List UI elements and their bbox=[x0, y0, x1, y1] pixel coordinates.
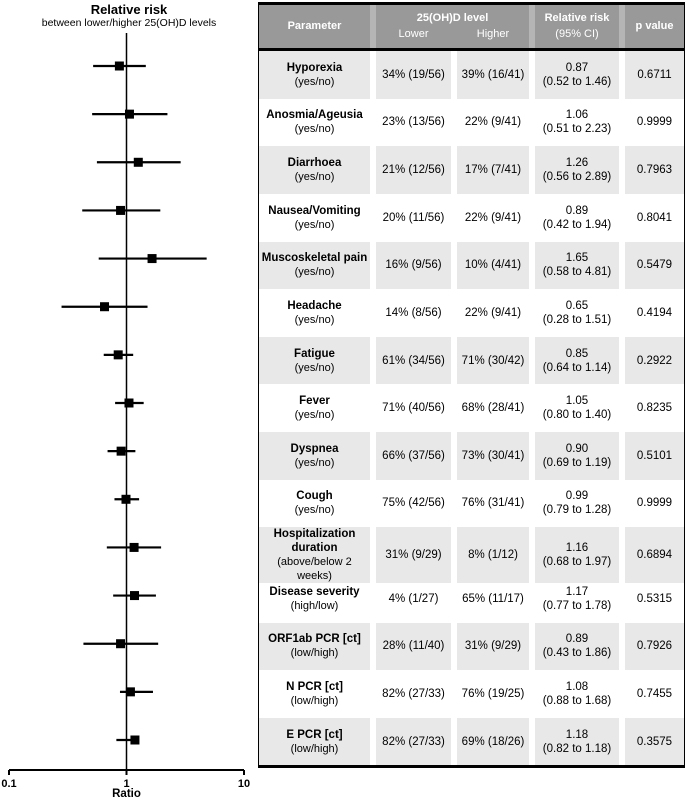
lower-value: 82% (27/33) bbox=[382, 687, 445, 700]
p-value: 0.5315 bbox=[636, 592, 673, 605]
relative-risk-cell bbox=[535, 384, 619, 432]
table-header bbox=[259, 5, 684, 51]
p-value-cell bbox=[625, 623, 684, 671]
lower-value: 23% (13/56) bbox=[382, 116, 445, 129]
p-value-cell bbox=[625, 99, 684, 147]
lower-value-cell bbox=[376, 242, 451, 290]
higher-value-cell bbox=[457, 242, 529, 290]
higher-value: 22% (9/41) bbox=[464, 306, 522, 319]
forest-marker bbox=[134, 158, 143, 167]
p-value: 0.6894 bbox=[636, 549, 673, 562]
higher-value-cell bbox=[457, 146, 529, 194]
table-row bbox=[259, 242, 684, 290]
higher-value: 10% (4/41) bbox=[464, 259, 522, 272]
table-row bbox=[259, 527, 684, 583]
lower-value-cell bbox=[376, 623, 451, 671]
parameter-comparison: (yes/no) bbox=[294, 361, 335, 374]
table-row bbox=[259, 575, 684, 623]
parameter-name: Hyporexia bbox=[286, 61, 343, 74]
table-body bbox=[259, 51, 684, 765]
relative-risk-value: 1.18 bbox=[565, 728, 589, 741]
higher-value: 73% (30/41) bbox=[461, 449, 525, 462]
confidence-interval: (0.58 to 4.81) bbox=[542, 266, 612, 279]
table-row bbox=[259, 194, 684, 242]
lower-value-cell bbox=[376, 384, 451, 432]
relative-risk-value: 0.89 bbox=[565, 204, 589, 217]
relative-risk-cell bbox=[535, 289, 619, 337]
col-header-parameter: Parameter bbox=[287, 20, 342, 32]
relative-risk-cell bbox=[535, 242, 619, 290]
lower-value-cell bbox=[376, 337, 451, 385]
relative-risk-value: 1.05 bbox=[565, 395, 589, 408]
confidence-interval: (0.52 to 1.46) bbox=[542, 75, 612, 88]
table-row bbox=[259, 718, 684, 766]
forest-marker bbox=[117, 447, 126, 456]
parameter-cell bbox=[259, 146, 370, 194]
x-tick-label: 10 bbox=[237, 778, 251, 790]
parameter-comparison: (yes/no) bbox=[294, 504, 335, 517]
relative-risk-cell bbox=[535, 575, 619, 623]
parameter-comparison: (yes/no) bbox=[294, 313, 335, 326]
higher-value-cell bbox=[457, 575, 529, 623]
higher-value-cell bbox=[457, 51, 529, 99]
parameter-name: Muscoskeletal pain bbox=[261, 252, 368, 265]
parameter-cell bbox=[259, 480, 370, 528]
col-header-higher: Higher bbox=[476, 28, 510, 40]
parameter-comparison: (low/high) bbox=[290, 647, 339, 660]
higher-value: 22% (9/41) bbox=[464, 116, 522, 129]
forest-marker bbox=[126, 687, 135, 696]
parameter-name: ORF1ab PCR [ct] bbox=[268, 633, 361, 646]
p-value-cell bbox=[625, 289, 684, 337]
relative-risk-cell bbox=[535, 480, 619, 528]
parameter-comparison: (above/below 2 weeks) bbox=[277, 556, 352, 583]
relative-risk-cell bbox=[535, 623, 619, 671]
parameter-comparison: (yes/no) bbox=[294, 409, 335, 422]
higher-value-cell bbox=[457, 480, 529, 528]
relative-risk-value: 0.85 bbox=[565, 347, 589, 360]
parameter-cell bbox=[259, 718, 370, 766]
parameter-name: Nausea/Vomiting bbox=[268, 204, 361, 217]
p-value: 0.9999 bbox=[636, 116, 673, 129]
p-value-cell bbox=[625, 337, 684, 385]
relative-risk-cell bbox=[535, 432, 619, 480]
higher-value: 68% (28/41) bbox=[461, 402, 525, 415]
confidence-interval: (0.28 to 1.51) bbox=[542, 313, 612, 326]
relative-risk-value: 1.08 bbox=[565, 680, 589, 693]
p-value-cell bbox=[625, 384, 684, 432]
parameter-name: Diarrhoea bbox=[287, 157, 342, 170]
parameter-name: Fatigue bbox=[294, 347, 335, 360]
lower-value: 31% (9/29) bbox=[385, 549, 442, 562]
lower-value: 66% (37/56) bbox=[382, 449, 445, 462]
parameter-comparison: (yes/no) bbox=[294, 123, 335, 136]
lower-value-cell bbox=[376, 99, 451, 147]
confidence-interval: (0.77 to 1.78) bbox=[542, 599, 612, 612]
parameter-cell bbox=[259, 575, 370, 623]
parameter-cell bbox=[259, 194, 370, 242]
parameter-cell bbox=[259, 337, 370, 385]
confidence-interval: (0.64 to 1.14) bbox=[542, 361, 612, 374]
forest-marker bbox=[116, 639, 125, 648]
relative-risk-value: 0.87 bbox=[565, 61, 589, 74]
lower-value-cell bbox=[376, 480, 451, 528]
confidence-interval: (0.88 to 1.68) bbox=[542, 694, 612, 707]
parameter-name: Dyspnea bbox=[290, 442, 339, 455]
relative-risk-value: 0.99 bbox=[565, 490, 589, 503]
forest-marker bbox=[148, 254, 157, 263]
relative-risk-value: 1.26 bbox=[565, 157, 589, 170]
table-row bbox=[259, 146, 684, 194]
relative-risk-value: 1.06 bbox=[565, 109, 589, 122]
higher-value: 39% (16/41) bbox=[461, 68, 525, 81]
higher-value: 76% (19/25) bbox=[461, 687, 525, 700]
p-value-cell bbox=[625, 51, 684, 99]
higher-value: 71% (30/42) bbox=[461, 354, 525, 367]
higher-value-cell bbox=[457, 384, 529, 432]
table-row bbox=[259, 670, 684, 718]
forest-marker bbox=[114, 350, 123, 359]
higher-value: 76% (31/41) bbox=[461, 497, 525, 510]
higher-value-cell bbox=[457, 432, 529, 480]
lower-value-cell bbox=[376, 146, 451, 194]
confidence-interval: (0.82 to 1.18) bbox=[542, 742, 612, 755]
parameter-comparison: (yes/no) bbox=[294, 266, 335, 279]
p-value-cell bbox=[625, 718, 684, 766]
parameter-name: Headache bbox=[287, 299, 342, 312]
p-value: 0.8041 bbox=[636, 211, 673, 224]
p-value: 0.9999 bbox=[636, 497, 673, 510]
higher-value: 65% (11/17) bbox=[462, 592, 524, 605]
higher-value: 69% (18/26) bbox=[461, 735, 525, 748]
relative-risk-cell bbox=[535, 146, 619, 194]
parameter-comparison: (yes/no) bbox=[294, 456, 335, 469]
col-header-lower: Lower bbox=[398, 28, 429, 40]
parameter-cell bbox=[259, 623, 370, 671]
relative-risk-value: 1.16 bbox=[565, 542, 589, 555]
table-row bbox=[259, 623, 684, 671]
p-value: 0.6711 bbox=[637, 68, 672, 81]
lower-value-cell bbox=[376, 194, 451, 242]
confidence-interval: (0.69 to 1.19) bbox=[542, 456, 612, 469]
p-value-cell bbox=[625, 480, 684, 528]
p-value: 0.3575 bbox=[636, 735, 673, 748]
lower-value-cell bbox=[376, 718, 451, 766]
lower-value-cell bbox=[376, 289, 451, 337]
p-value: 0.5101 bbox=[636, 449, 673, 462]
lower-value: 21% (12/56) bbox=[382, 164, 445, 177]
forest-marker bbox=[130, 736, 139, 745]
forest-marker bbox=[100, 302, 109, 311]
plot-subtitle: between lower/higher 25(OH)D levels bbox=[41, 17, 217, 29]
parameter-name: Anosmia/Ageusia bbox=[266, 109, 363, 122]
table-row bbox=[259, 99, 684, 147]
col-header-25ohd-level: 25(OH)D level bbox=[416, 12, 489, 24]
parameter-cell bbox=[259, 670, 370, 718]
confidence-interval: (0.56 to 2.89) bbox=[542, 171, 612, 184]
parameter-cell bbox=[259, 289, 370, 337]
lower-value: 82% (27/33) bbox=[382, 735, 445, 748]
lower-value: 61% (34/56) bbox=[382, 354, 445, 367]
p-value: 0.4194 bbox=[636, 306, 673, 319]
parameter-cell bbox=[259, 99, 370, 147]
col-header-95ci: (95% CI) bbox=[555, 28, 599, 40]
p-value-cell bbox=[625, 670, 684, 718]
parameter-comparison: (yes/no) bbox=[294, 171, 335, 184]
lower-value: 4% (1/27) bbox=[388, 592, 439, 605]
parameter-comparison: (low/high) bbox=[290, 742, 339, 755]
relative-risk-cell bbox=[535, 99, 619, 147]
lower-value: 16% (9/56) bbox=[385, 259, 442, 272]
higher-value-cell bbox=[457, 289, 529, 337]
parameter-name: Cough bbox=[296, 490, 333, 503]
p-value: 0.7963 bbox=[636, 164, 673, 177]
lower-value: 34% (19/56) bbox=[382, 68, 445, 81]
forest-marker bbox=[121, 495, 130, 504]
higher-value: 31% (9/29) bbox=[464, 640, 522, 653]
forest-marker bbox=[130, 591, 139, 600]
parameter-cell bbox=[259, 432, 370, 480]
p-value: 0.7455 bbox=[636, 687, 673, 700]
lower-value-cell bbox=[376, 670, 451, 718]
lower-value-cell bbox=[376, 51, 451, 99]
risk-table bbox=[258, 2, 685, 768]
parameter-cell bbox=[259, 242, 370, 290]
parameter-name: Disease severity bbox=[269, 585, 360, 598]
confidence-interval: (0.68 to 1.97) bbox=[542, 556, 612, 569]
relative-risk-value: 1.65 bbox=[565, 252, 589, 265]
relative-risk-cell bbox=[535, 670, 619, 718]
parameter-comparison: (high/low) bbox=[290, 599, 339, 612]
confidence-interval: (0.43 to 1.86) bbox=[542, 647, 612, 660]
confidence-interval: (0.79 to 1.28) bbox=[542, 504, 612, 517]
forest-marker bbox=[130, 543, 139, 552]
plot-title: Relative risk bbox=[90, 2, 168, 17]
table-row bbox=[259, 432, 684, 480]
confidence-interval: (0.80 to 1.40) bbox=[542, 409, 612, 422]
relative-risk-value: 0.90 bbox=[565, 442, 589, 455]
p-value-cell bbox=[625, 146, 684, 194]
relative-risk-cell bbox=[535, 718, 619, 766]
p-value: 0.7926 bbox=[636, 640, 673, 653]
relative-risk-cell bbox=[535, 51, 619, 99]
lower-value: 75% (42/56) bbox=[382, 497, 445, 510]
lower-value: 71% (40/56) bbox=[382, 402, 445, 415]
parameter-cell bbox=[259, 384, 370, 432]
parameter-comparison: (low/high) bbox=[290, 694, 339, 707]
p-value-cell bbox=[625, 194, 684, 242]
x-tick-label: 1 bbox=[123, 778, 130, 790]
parameter-comparison: (yes/no) bbox=[294, 75, 335, 88]
parameter-name: N PCR [ct] bbox=[286, 680, 343, 693]
higher-value-cell bbox=[457, 194, 529, 242]
higher-value-cell bbox=[457, 623, 529, 671]
relative-risk-cell bbox=[535, 194, 619, 242]
p-value: 0.2922 bbox=[636, 354, 673, 367]
parameter-name: Hospitalization duration bbox=[273, 528, 356, 555]
higher-value-cell bbox=[457, 337, 529, 385]
table-row bbox=[259, 337, 684, 385]
parameter-name: Fever bbox=[299, 395, 330, 408]
higher-value-cell bbox=[457, 718, 529, 766]
relative-risk-value: 0.65 bbox=[565, 299, 589, 312]
forest-marker bbox=[125, 110, 134, 119]
p-value-cell bbox=[625, 575, 684, 623]
forest-marker bbox=[124, 399, 133, 408]
forest-plot bbox=[0, 0, 258, 798]
confidence-interval: (0.42 to 1.94) bbox=[542, 218, 612, 231]
table-row bbox=[259, 384, 684, 432]
relative-risk-value: 0.89 bbox=[565, 633, 589, 646]
parameter-name: E PCR [ct] bbox=[286, 728, 343, 741]
lower-value: 28% (11/40) bbox=[382, 640, 445, 653]
p-value-cell bbox=[625, 242, 684, 290]
table-row bbox=[259, 289, 684, 337]
table-row bbox=[259, 51, 684, 99]
higher-value-cell bbox=[457, 99, 529, 147]
x-tick-label: 0.1 bbox=[1, 778, 17, 790]
forest-marker bbox=[115, 62, 124, 71]
col-header-relative-risk: Relative risk bbox=[544, 12, 610, 24]
lower-value: 20% (11/56) bbox=[382, 211, 445, 224]
relative-risk-value: 1.17 bbox=[565, 585, 589, 598]
table-row bbox=[259, 480, 684, 528]
parameter-comparison: (yes/no) bbox=[294, 218, 335, 231]
higher-value: 22% (9/41) bbox=[464, 211, 522, 224]
forest-marker bbox=[116, 206, 125, 215]
x-axis-label: Ratio bbox=[112, 788, 141, 798]
parameter-cell bbox=[259, 51, 370, 99]
p-value: 0.5479 bbox=[636, 259, 673, 272]
higher-value: 17% (7/41) bbox=[464, 164, 522, 177]
lower-value: 14% (8/56) bbox=[385, 306, 442, 319]
lower-value-cell bbox=[376, 432, 451, 480]
confidence-interval: (0.51 to 2.23) bbox=[542, 123, 612, 136]
higher-value: 8% (1/12) bbox=[468, 549, 518, 562]
lower-value-cell bbox=[376, 575, 451, 623]
p-value: 0.8235 bbox=[636, 402, 673, 415]
higher-value-cell bbox=[457, 670, 529, 718]
relative-risk-cell bbox=[535, 337, 619, 385]
col-header-p-value: p value bbox=[635, 20, 674, 32]
p-value-cell bbox=[625, 432, 684, 480]
